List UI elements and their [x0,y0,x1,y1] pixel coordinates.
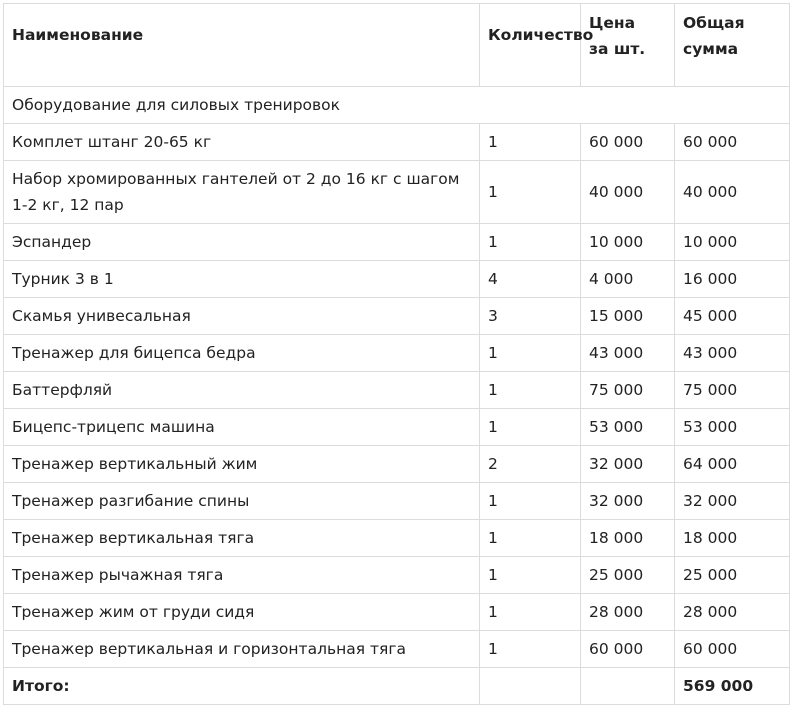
item-price: 10 000 [581,224,675,261]
item-quantity: 1 [480,520,581,557]
item-price: 32 000 [581,446,675,483]
item-price: 18 000 [581,520,675,557]
grand-total: 569 000 [675,668,790,705]
table-row [4,557,790,594]
item-name: Тренажер вертикальная и горизонтальная тяга [4,631,480,668]
item-name: Тренажер для бицепса бедра [4,335,480,372]
table-row [4,161,790,224]
item-quantity: 1 [480,372,581,409]
item-name: Тренажер жим от груди сидя [4,594,480,631]
item-price: 60 000 [581,631,675,668]
item-quantity: 1 [480,224,581,261]
item-quantity: 1 [480,161,581,224]
item-quantity: 4 [480,261,581,298]
item-quantity: 1 [480,124,581,161]
table-row [4,224,790,261]
item-total: 45 000 [675,298,790,335]
item-quantity: 1 [480,594,581,631]
item-price: 75 000 [581,372,675,409]
header-total-line2: сумма [683,40,739,58]
item-price: 4 000 [581,261,675,298]
total-quantity-empty [480,668,581,705]
section-title: Оборудование для силовых тренировок [4,87,790,124]
table-row [4,409,790,446]
table-row [4,446,790,483]
item-price: 15 000 [581,298,675,335]
item-total: 53 000 [675,409,790,446]
item-total: 25 000 [675,557,790,594]
item-name: Тренажер вертикальный жим [4,446,480,483]
item-price: 25 000 [581,557,675,594]
header-price-line2: за шт. [589,40,646,58]
item-total: 64 000 [675,446,790,483]
total-price-empty [581,668,675,705]
table-row [4,483,790,520]
header-total [675,4,790,87]
table-row [4,372,790,409]
header-name: Наименование [4,4,480,87]
item-total: 40 000 [675,161,790,224]
item-quantity: 1 [480,483,581,520]
total-label: Итого: [4,668,480,705]
total-row [4,668,790,705]
item-total: 16 000 [675,261,790,298]
item-name: Бицепс-трицепс машина [4,409,480,446]
header-quantity: Количество [480,4,581,87]
item-price: 60 000 [581,124,675,161]
item-total: 10 000 [675,224,790,261]
header-price [581,4,675,87]
item-name: Тренажер разгибание спины [4,483,480,520]
item-quantity: 1 [480,335,581,372]
header-total-line1: Общая [683,14,745,32]
item-name: Скамья унивесальная [4,298,480,335]
item-name: Тренажер рычажная тяга [4,557,480,594]
item-total: 28 000 [675,594,790,631]
item-total: 18 000 [675,520,790,557]
item-total: 60 000 [675,631,790,668]
table-header-row [4,4,790,87]
item-price: 32 000 [581,483,675,520]
item-total: 60 000 [675,124,790,161]
table-row [4,335,790,372]
header-price-line1: Цена [589,14,636,32]
table-row [4,124,790,161]
item-total: 43 000 [675,335,790,372]
item-name: Комплет штанг 20-65 кг [4,124,480,161]
item-total: 75 000 [675,372,790,409]
item-quantity: 1 [480,409,581,446]
item-total: 32 000 [675,483,790,520]
item-name: Баттерфляй [4,372,480,409]
item-name: Эспандер [4,224,480,261]
item-price: 40 000 [581,161,675,224]
table-row [4,520,790,557]
item-name: Тренажер вертикальная тяга [4,520,480,557]
equipment-cost-table [3,3,790,705]
item-price: 43 000 [581,335,675,372]
item-quantity: 1 [480,631,581,668]
table-row [4,594,790,631]
item-quantity: 3 [480,298,581,335]
table-row [4,261,790,298]
table-row [4,298,790,335]
section-row [4,87,790,124]
item-quantity: 1 [480,557,581,594]
table-row [4,631,790,668]
item-price: 53 000 [581,409,675,446]
item-name: Турник 3 в 1 [4,261,480,298]
item-name: Набор хромированных гантелей от 2 до 16 кг с шагом 1-2 кг, 12 пар [4,161,480,224]
item-price: 28 000 [581,594,675,631]
item-quantity: 2 [480,446,581,483]
